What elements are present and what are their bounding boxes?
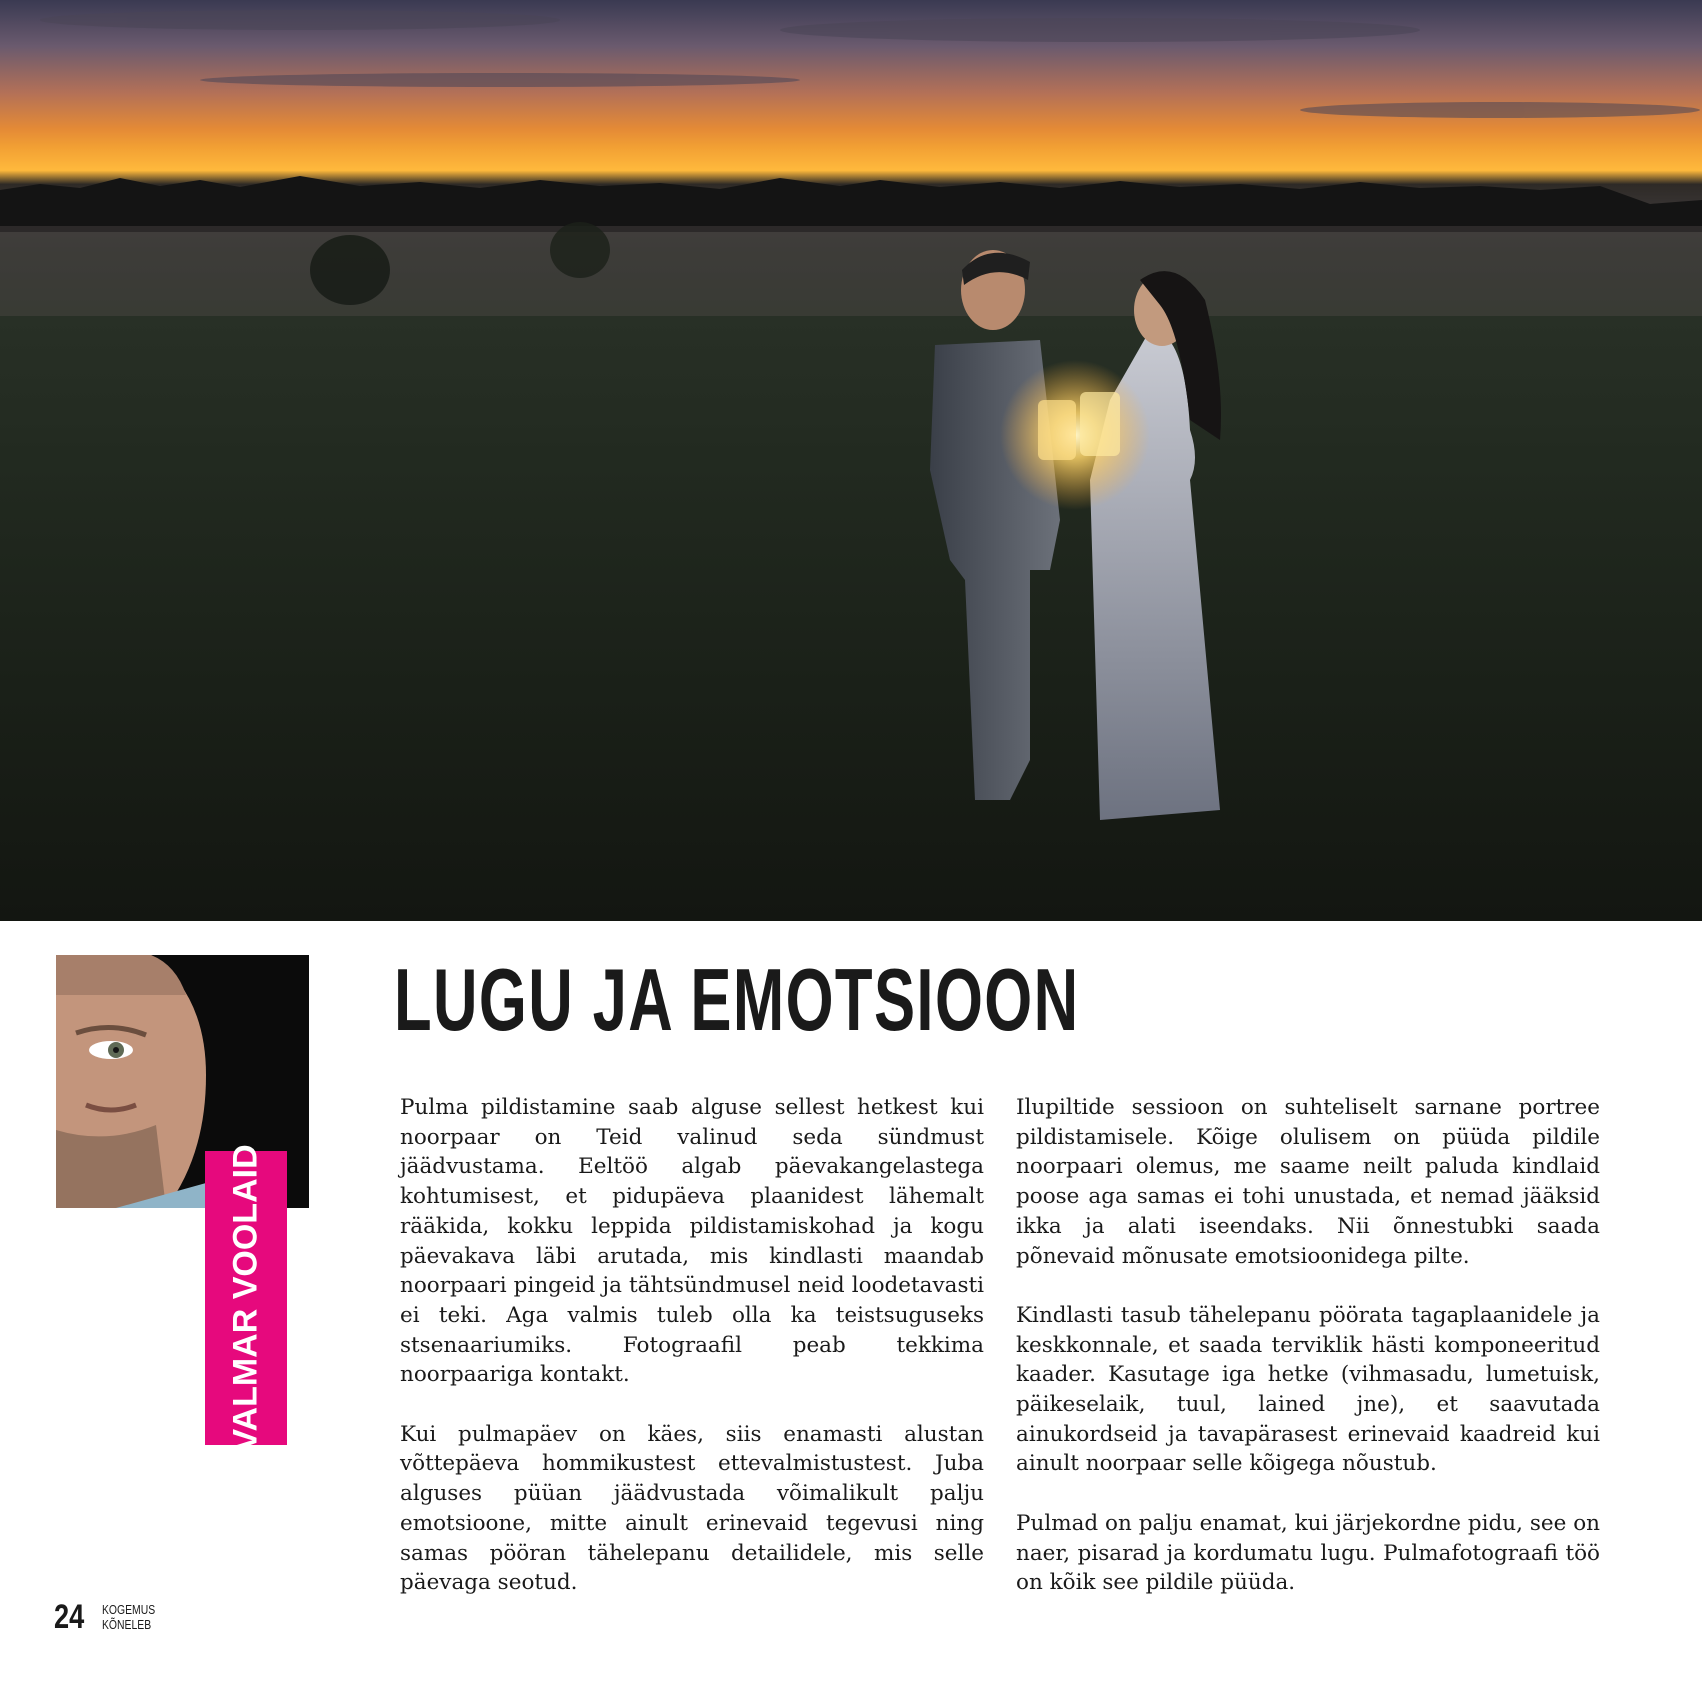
treeline [0, 176, 1702, 232]
article-column-left [400, 1093, 984, 1628]
paragraph: Ilupiltide sessioon on suhteliselt sarnane portree pildistamisele. Kõige olulisem on püüda pildile noorpaari olemus, me saame neilt paluda kindlaid poose aga samas ei tohi unustada, et nemad jääksid ikka ja alati iseendaks. Nii õnnestubki saada põnevaid mõnusate emotsioonidega pilte. [1016, 1095, 1600, 1269]
paragraph: Kui pulmapäev on käes, siis enamasti alustan võttepäeva hommikustest ettevalmistustest. Juba alguses püüan jäädvustada võimalikult palju emotsioone, mitte ainult erinevaid tegevusi ning samas pööran tähelepanu detailidele, mis selle päevaga seotud. [400, 1421, 984, 1596]
article-title: LUGU JA EMOTSIOON [394, 950, 1080, 1049]
article-column-right [1016, 1093, 1600, 1628]
paragraph: Kindlasti tasub tähelepanu pöörata tagaplaanidele ja keskkonnale, et saada terviklik hästi komponeeritud kaader. Kasutage iga hetke (vihmasadu, lumetuisk, päikeselaik, tuul, lained jne), et saavutada ainukordseid ja tavapärasest erinevaid kaadreid kui ainult noorpaar selle kõigega nõustub. [1016, 1302, 1600, 1477]
groom-figure [930, 250, 1060, 800]
sky-clouds [40, 10, 1700, 118]
bride-figure [1090, 271, 1221, 820]
magazine-brand [102, 1602, 155, 1632]
page-number: 24 [54, 1598, 85, 1636]
brand-line-2: KÕNELEB [102, 1617, 152, 1632]
brand-line-1: KOGEMUS [102, 1602, 156, 1617]
paragraph: Pulmad on palju enamat, kui järjekordne pidu, see on naer, pisarad ja kordumatu lugu. Pulmafotograafi töö on kõik see pildile püüda. [1016, 1510, 1600, 1596]
paragraph: Pulma pildistamine saab alguse sellest hetkest kui noorpaar on Teid valinud seda sündmust jäädvustama. Eeltöö algab päevakangelastega kohtumisest, et pidupäeva plaanidest lähemalt rääkida, kokku leppida pildistamiskohad ja kogu päevakava läbi arutada, mis kindlasti maandab noorpaari pingeid ja tähtsündmusel neid loodetavasti ei teki. Aga valmis tuleb olla ka teistsuguseks stsenaariumiks. Fotograafil peab tekkima noorpaariga kontakt. [400, 1095, 984, 1388]
author-name: VALMAR VOOLAID [226, 1144, 265, 1452]
